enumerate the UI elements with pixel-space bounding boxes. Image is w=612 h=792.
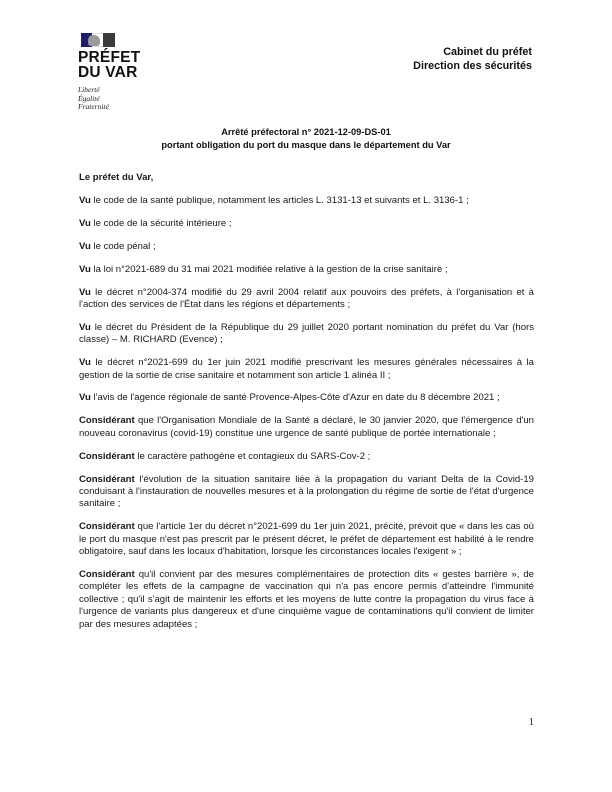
- paragraph-text: le code de la santé publique, notamment les articles L. 3131-13 et suivants et L. 3136-1 ;: [90, 194, 469, 206]
- paragraph-lead: Vu: [79, 240, 91, 252]
- paragraph-text: le code pénal ;: [90, 240, 156, 252]
- paragraph-considerant: [79, 474, 534, 511]
- paragraph-lead: Vu: [79, 286, 91, 298]
- marianne-flag-icon: [81, 33, 115, 47]
- paragraph-lead: Considérant: [79, 415, 135, 427]
- paragraph-text: le décret du Président de la République du 29 juillet 2020 portant nomination du préfet du Var (hors classe) – M. RICHARD (Evence) ;: [79, 321, 534, 346]
- paragraph-vu: [79, 287, 534, 312]
- paragraph-text: qu'il convient par des mesures complémentaires de protection dits « gestes barrière », de compléter les effets de la campagne de vaccination qui n'a pas encore permis d'atteindre l'immunité collective ; qu'il s'agit de maintenir les efforts et les moyens de lutte contre la propagation du virus face à l'urgence de variants plus dangereux et d'une cinquième vague de contaminations qu'il convient de limiter par des mesures adaptées ;: [79, 569, 534, 630]
- paragraph-lead: Considérant: [79, 450, 135, 462]
- service-header: [413, 45, 532, 73]
- intro-line: Le préfet du Var,: [79, 172, 154, 183]
- paragraph-lead: Vu: [79, 321, 91, 333]
- motto-fraternite: Fraternité: [78, 102, 109, 111]
- paragraph-vu: [79, 195, 534, 207]
- motto-liberte: Liberté: [78, 85, 100, 94]
- service-cabinet: Cabinet du préfet: [443, 46, 532, 58]
- paragraph-text: le code de la sécurité intérieure ;: [90, 217, 232, 229]
- paragraph-considerant: [79, 415, 534, 440]
- service-direction: Direction des sécurités: [413, 60, 532, 72]
- logo-line-1: PRÉFET: [78, 49, 141, 66]
- paragraph-text: l'évolution de la situation sanitaire liée à la propagation du variant Delta de la Covid-19 conduisant à l'instauration de nouvelles mesures et à la prolongation du régime de sortie de l'état d'urgence sanitaire ;: [79, 473, 534, 510]
- decree-subject: portant obligation du port du masque dans le département du Var: [161, 139, 451, 150]
- paragraph-considerant: [79, 521, 534, 558]
- paragraph-vu: [79, 241, 534, 253]
- logo-line-2: DU VAR: [78, 64, 138, 81]
- paragraph-vu: [79, 322, 534, 347]
- paragraph-vu: [79, 357, 534, 382]
- paragraph-vu: [79, 218, 534, 230]
- paragraph-considerant: [79, 569, 534, 631]
- paragraph-text: le caractère pathogène et contagieux du SARS-Cov-2 ;: [134, 450, 371, 462]
- paragraph-text: que l'Organisation Mondiale de la Santé a déclaré, le 30 janvier 2020, que l'émergence d'un nouveau coronavirus (covid-19) constitue une urgence de santé publique de portée internationale ;: [79, 415, 534, 439]
- paragraph-lead: Vu: [79, 357, 91, 369]
- paragraph-lead: Vu: [79, 263, 91, 275]
- motto-egalite: Égalité: [78, 93, 100, 103]
- paragraph-vu: [79, 264, 534, 276]
- decree-body: [79, 172, 534, 631]
- paragraph-lead: Vu: [79, 217, 91, 229]
- republic-motto: [78, 86, 158, 112]
- paragraph-text: l'avis de l'agence régionale de santé Provence-Alpes-Côte d'Azur en date du 8 décembre 2021 ;: [90, 392, 500, 404]
- decree-number: Arrêté préfectoral n° 2021-12-09-DS-01: [221, 127, 391, 137]
- paragraph-text: le décret n°2004-374 modifié du 29 avril 2004 relatif aux pouvoirs des préfets, à l'organisation et à l'action des services de l'État dans les régions et départements ;: [79, 286, 534, 310]
- paragraph-lead: Vu: [79, 194, 91, 206]
- paragraph-text: que l'article 1er du décret n°2021-699 du 1er juin 2021, précité, prévoit que « dans les cas où le port du masque n'est pas prescrit par le présent décret, le préfet de département est habilité à le rendre obligatoire, sauf dans les locaux d'habitation, lorsque les circonstances locales l'exigent » ;: [79, 521, 534, 558]
- paragraph-considerant: [79, 451, 534, 463]
- page-number: 1: [528, 716, 534, 728]
- prefecture-logo: [78, 33, 158, 112]
- paragraph-lead: Considérant: [79, 473, 135, 485]
- paragraph-lead: Considérant: [79, 521, 135, 533]
- paragraph-lead: Vu: [79, 392, 91, 404]
- paragraph-text: la loi n°2021-689 du 31 mai 2021 modifiée relative à la gestion de la crise sanitaire ;: [90, 263, 448, 275]
- paragraph-vu: [79, 392, 534, 404]
- paragraph-text: le décret n°2021-699 du 1er juin 2021 modifié prescrivant les mesures générales nécessaires à la gestion de la sortie de crise sanitaire et notamment son article 1 alinéa II ;: [79, 357, 534, 381]
- decree-title: [0, 126, 612, 151]
- paragraph-lead: Considérant: [79, 569, 135, 581]
